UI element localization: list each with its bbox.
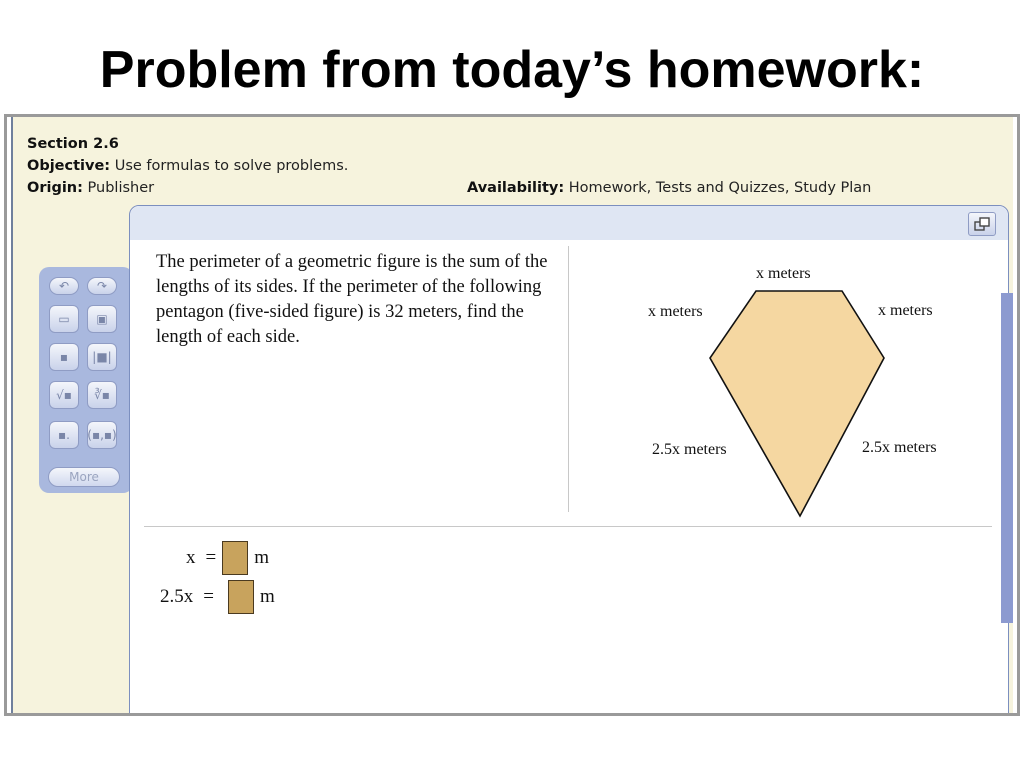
origin-value: Publisher (82, 180, 155, 196)
unit-label: m (254, 547, 269, 568)
exponent-button[interactable]: ▪ (49, 343, 79, 371)
redo-button[interactable]: ↷ (87, 277, 117, 295)
ordered-pair-button[interactable]: (▪,▪) (87, 421, 117, 449)
more-button[interactable]: More (48, 467, 120, 487)
pentagon-diagram (580, 246, 990, 526)
objective-value: Use formulas to solve problems. (110, 158, 349, 174)
label-lower-right-side: 2.5x meters (862, 439, 937, 456)
availability-value: Homework, Tests and Quizzes, Study Plan (564, 180, 872, 196)
label-top-side: x meters (756, 265, 811, 282)
answer-input-x[interactable] (222, 541, 248, 575)
problem-statement: The perimeter of a geometric figure is the sum of the lengths of its sides. If the perimeter of the following pentagon (five-sided figure) is 32 meters, find the length of each side. (156, 252, 548, 347)
panel-top-bar (130, 206, 1008, 240)
slide-title: Problem from today’s homework: (99, 41, 925, 99)
equals-sign: = (203, 586, 214, 607)
math-toolbar (39, 267, 133, 493)
mixed-number-button[interactable]: ▣ (87, 305, 117, 333)
window-content (11, 117, 1013, 713)
answer-row-2-5x (160, 580, 275, 614)
horizontal-divider (144, 526, 992, 527)
answer-variable-x: x (186, 547, 196, 568)
homework-window (4, 114, 1020, 716)
absolute-value-button[interactable]: |■| (87, 343, 117, 371)
equals-sign: = (205, 547, 217, 568)
objective-line (27, 155, 997, 177)
expand-icon (974, 217, 990, 231)
vertical-divider (568, 246, 569, 512)
answer-input-2-5x[interactable] (228, 580, 254, 614)
availability-label: Availability: (467, 180, 565, 196)
square-root-button[interactable]: √▪ (49, 381, 79, 409)
pentagon-shape (710, 291, 884, 516)
undo-button[interactable]: ↶ (49, 277, 79, 295)
nth-root-button[interactable]: ∛▪ (87, 381, 117, 409)
section-label: Section 2.6 (27, 136, 119, 152)
availability-line (467, 177, 871, 199)
answer-row-x (186, 541, 269, 575)
origin-label: Origin: (27, 180, 83, 196)
fraction-button[interactable]: ▭ (49, 305, 79, 333)
pentagon-figure (580, 246, 990, 526)
objective-label: Objective: (27, 158, 111, 174)
unit-label: m (259, 586, 275, 607)
answer-variable-2-5x: 2.5x (160, 586, 194, 607)
problem-header (27, 133, 997, 199)
label-lower-left-side: 2.5x meters (652, 441, 727, 458)
label-upper-left-side: x meters (648, 303, 703, 320)
label-upper-right-side: x meters (878, 302, 933, 319)
scrollbar-track[interactable] (1001, 293, 1013, 623)
expand-window-button[interactable] (968, 212, 996, 236)
question-panel (129, 205, 1009, 716)
subscript-button[interactable]: ▪. (49, 421, 79, 449)
